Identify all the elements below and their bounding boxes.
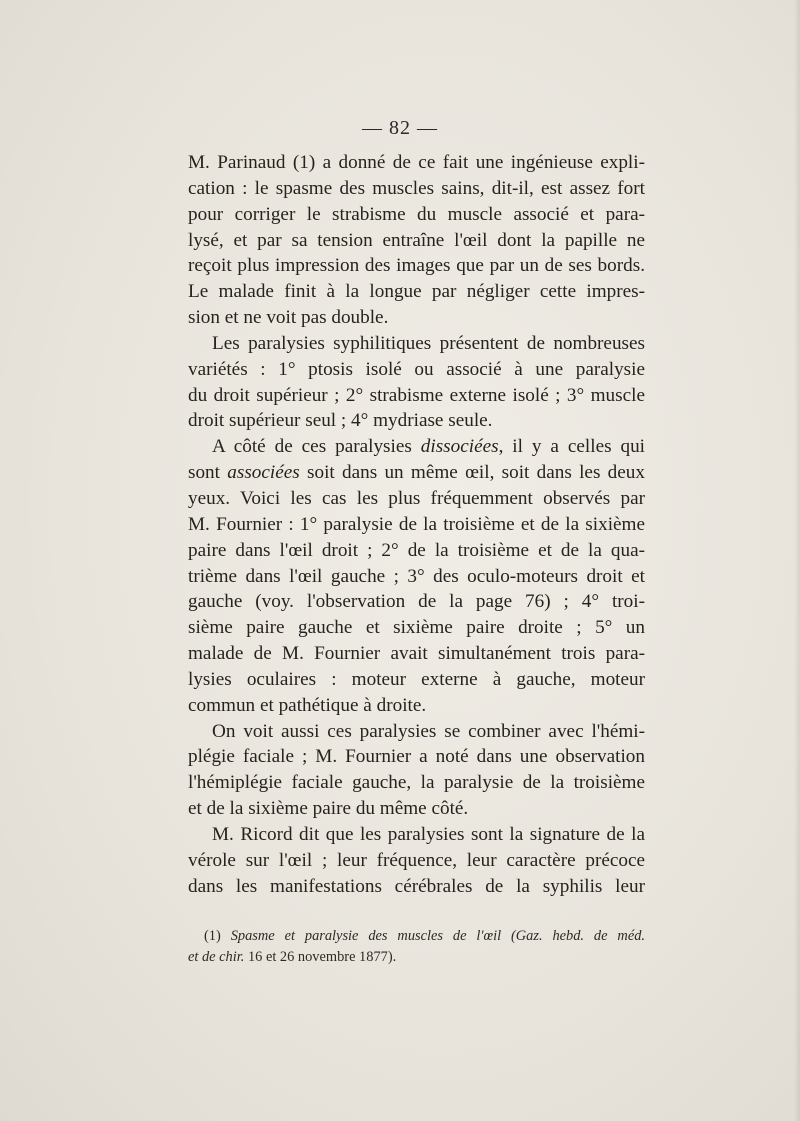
body-line: pour corriger le strabisme du muscle associé et para- bbox=[188, 203, 645, 225]
body-line: l'hémiplégie faciale gauche, la paralysie de la troisième bbox=[188, 772, 645, 794]
page-number: — 82 — bbox=[362, 117, 438, 139]
body-line: M. Parinaud (1) a donné de ce fait une ingénieuse expli- bbox=[188, 152, 645, 173]
body-line: malade de M. Fournier avait simultanément trois para- bbox=[188, 643, 645, 665]
body-line: sont associées soit dans un même œil, soit dans les deux bbox=[188, 462, 645, 484]
body-line: variétés : 1° ptosis isolé ou associé à une paralysie bbox=[188, 358, 645, 380]
body-line: dans les manifestations cérébrales de la syphilis leur bbox=[188, 875, 645, 897]
body-line: On voit aussi ces paralysies se combiner avec l'hémi- bbox=[212, 720, 645, 742]
footnote bbox=[188, 926, 645, 968]
body-line: et de la sixième paire du même côté. bbox=[188, 798, 469, 820]
body-line: gauche (voy. l'observation de la page 76) ; 4° troi- bbox=[188, 591, 645, 613]
page-edge-shadow bbox=[794, 0, 800, 1121]
body-line: yeux. Voici les cas les plus fréquemment observés par bbox=[188, 487, 645, 509]
body-line: M. Ricord dit que les paralysies sont la signature de la bbox=[212, 823, 645, 845]
footnote-line: et de chir. 16 et 26 novembre 1877). bbox=[188, 949, 397, 965]
body-line: commun et pathétique à droite. bbox=[188, 694, 427, 716]
body-text bbox=[188, 150, 645, 899]
body-line: paire dans l'œil droit ; 2° de la troisième et de la qua- bbox=[188, 539, 645, 561]
body-line: vérole sur l'œil ; leur fréquence, leur caractère précoce bbox=[188, 849, 645, 871]
body-line: cation : le spasme des muscles sains, dit-il, est assez fort bbox=[188, 177, 645, 199]
body-line: reçoit plus impression des images que par un de ses bords. bbox=[188, 255, 645, 277]
body-line: trième dans l'œil gauche ; 3° des oculo-moteurs droit et bbox=[188, 565, 645, 587]
body-line: lysé, et par sa tension entraîne l'œil dont la papille ne bbox=[188, 229, 645, 251]
body-line: A côté de ces paralysies dissociées, il y a celles qui bbox=[212, 436, 646, 458]
body-line: lysies oculaires : moteur externe à gauche, moteur bbox=[188, 668, 645, 690]
body-line: sième paire gauche et sixième paire droite ; 5° un bbox=[188, 617, 645, 639]
body-line: Le malade finit à la longue par négliger cette impres- bbox=[188, 281, 645, 303]
body-line: plégie faciale ; M. Fournier a noté dans une observation bbox=[188, 746, 645, 768]
body-line: M. Fournier : 1° paralysie de la troisième et de la sixième bbox=[188, 513, 645, 535]
body-line: Les paralysies syphilitiques présentent de nombreuses bbox=[212, 332, 645, 354]
body-line: du droit supérieur ; 2° strabisme externe isolé ; 3° muscle bbox=[188, 384, 645, 406]
body-line: sion et ne voit pas double. bbox=[188, 307, 389, 329]
body-line: droit supérieur seul ; 4° mydriase seule. bbox=[188, 410, 493, 432]
footnote-line: (1) Spasme et paralysie des muscles de l'œil (Gaz. hebd. de méd. bbox=[204, 928, 646, 944]
